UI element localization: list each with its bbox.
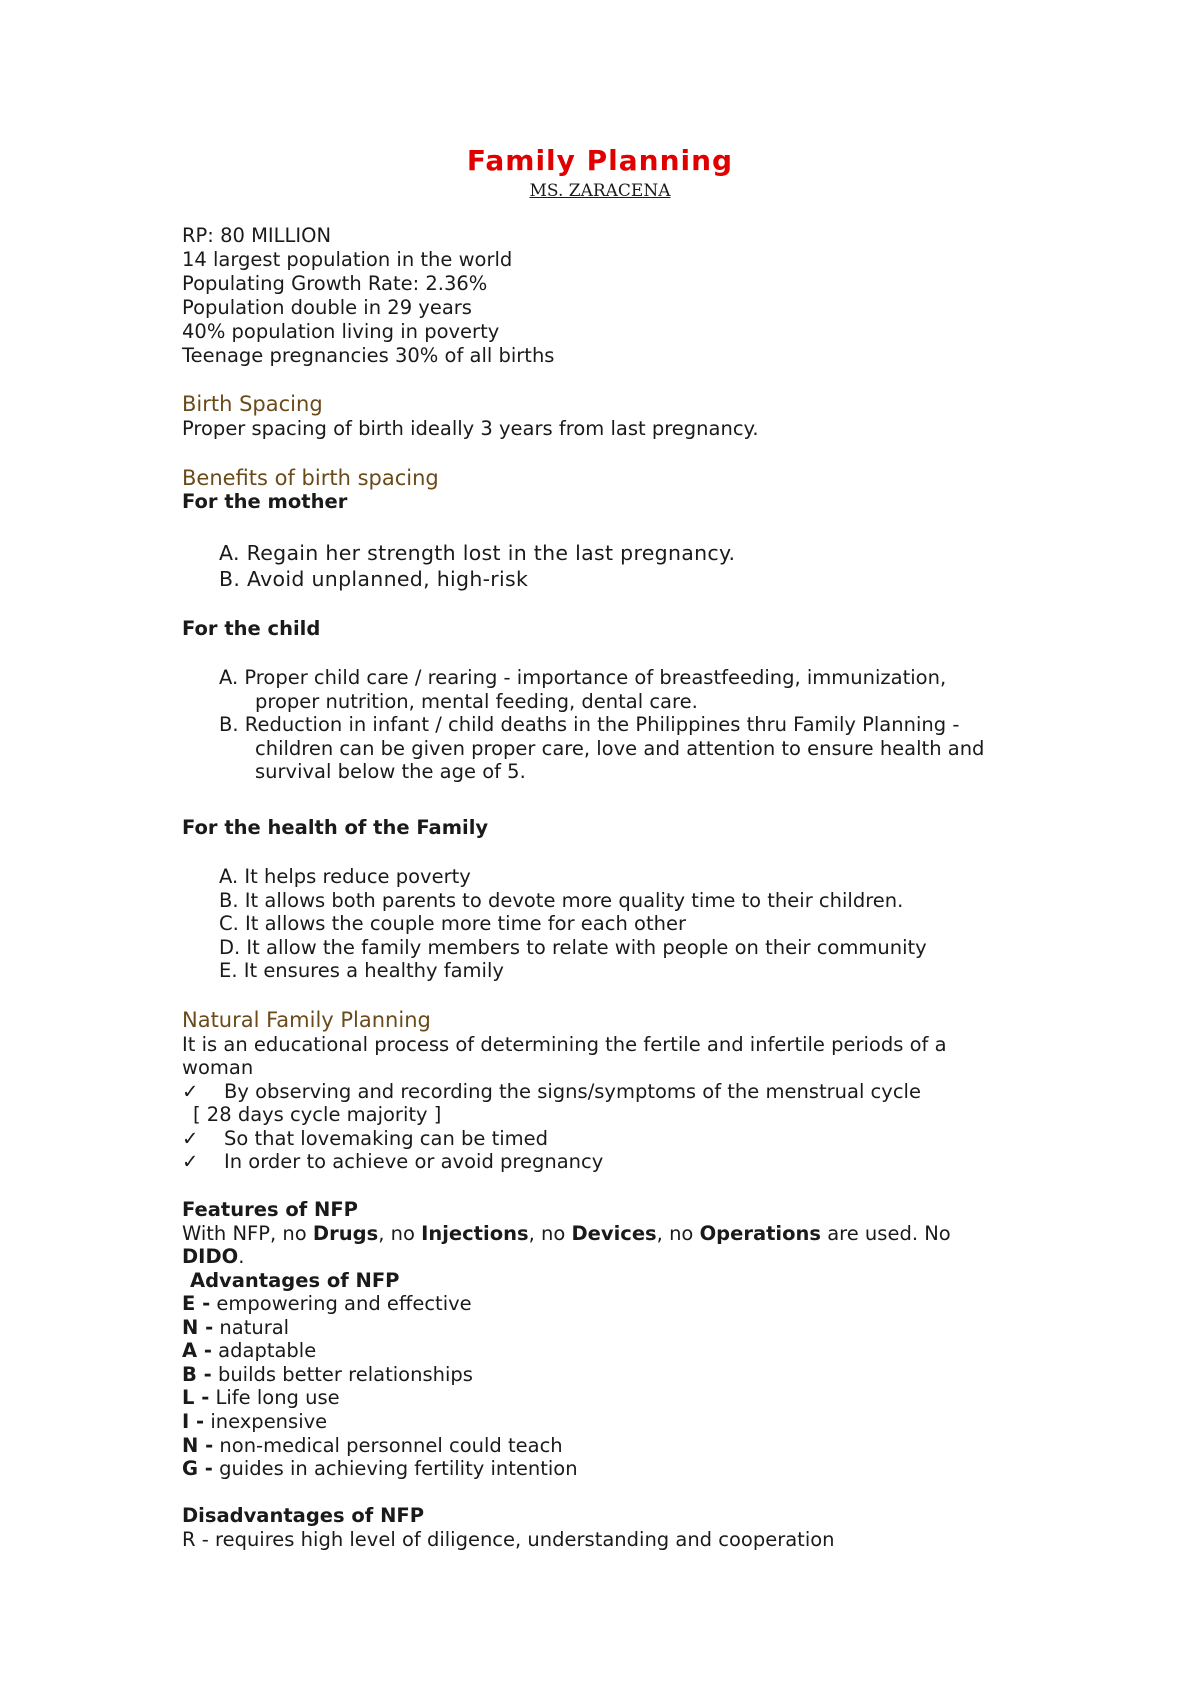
advantage-item: E - empowering and effective (182, 1292, 472, 1315)
stat-line: Teenage pregnancies 30% of all births (182, 344, 555, 367)
advantage-item: G - guides in achieving fertility intention (182, 1457, 578, 1480)
stat-line: Population double in 29 years (182, 296, 472, 319)
for-the-child-heading: For the child (182, 617, 321, 640)
features-text-continued: DIDO. (182, 1245, 245, 1268)
child-item-continued: survival below the age of 5. (255, 760, 526, 783)
nfp-text: It is an educational process of determining the fertile and infertile periods of a (182, 1033, 947, 1056)
author-name: MS. ZARACENA (529, 181, 671, 201)
stat-line: 14 largest population in the world (182, 248, 513, 271)
benefits-heading: Benefits of birth spacing (182, 466, 439, 490)
advantage-item: A - adaptable (182, 1339, 317, 1362)
advantage-item: B - builds better relationships (182, 1363, 473, 1386)
checkmark-icon: ✓ (182, 1127, 199, 1150)
advantage-item: I - inexpensive (182, 1410, 328, 1433)
child-item: B. Reduction in infant / child deaths in the Philippines thru Family Planning - (219, 713, 960, 736)
stat-line: Populating Growth Rate: 2.36% (182, 272, 488, 295)
checkmark-icon: ✓ (182, 1080, 199, 1103)
mother-item: A. Regain her strength lost in the last pregnancy. (219, 541, 736, 565)
stat-line: RP: 80 MILLION (182, 224, 332, 247)
child-item: A. Proper child care / rearing - importance of breastfeeding, immunization, (219, 666, 947, 689)
checklist-item: ✓ So that lovemaking can be timed (182, 1127, 549, 1150)
document-title: Family Planning (466, 144, 734, 177)
nfp-text-continued: woman (182, 1056, 254, 1079)
child-item-continued: proper nutrition, mental feeding, dental care. (255, 690, 698, 713)
advantage-item: N - natural (182, 1316, 290, 1339)
for-the-mother-heading: For the mother (182, 490, 348, 513)
advantages-heading: Advantages of NFP (190, 1269, 400, 1292)
child-item-continued: children can be given proper care, love and attention to ensure health and (255, 737, 985, 760)
checklist-item: ✓ In order to achieve or avoid pregnancy (182, 1150, 604, 1173)
family-item: C. It allows the couple more time for each other (219, 912, 686, 935)
mother-item: B. Avoid unplanned, high-risk (219, 567, 529, 591)
author-line (0, 180, 1200, 202)
birth-spacing-heading: Birth Spacing (182, 392, 323, 416)
checklist-item: ✓ By observing and recording the signs/symptoms of the menstrual cycle (182, 1080, 921, 1103)
cycle-note: [ 28 days cycle majority ] (193, 1103, 442, 1126)
family-item: D. It allow the family members to relate with people on their community (219, 936, 927, 959)
family-item: E. It ensures a healthy family (219, 959, 504, 982)
disadvantages-heading: Disadvantages of NFP (182, 1504, 425, 1527)
birth-spacing-text: Proper spacing of birth ideally 3 years from last pregnancy. (182, 417, 759, 440)
features-heading: Features of NFP (182, 1198, 358, 1221)
advantage-item: N - non-medical personnel could teach (182, 1434, 563, 1457)
for-family-heading: For the health of the Family (182, 816, 489, 839)
nfp-heading: Natural Family Planning (182, 1008, 431, 1032)
disadvantage-item: R - requires high level of diligence, understanding and cooperation (182, 1528, 835, 1551)
checkmark-icon: ✓ (182, 1150, 199, 1173)
family-item: B. It allows both parents to devote more quality time to their children. (219, 889, 904, 912)
features-text: With NFP, no Drugs, no Injections, no Devices, no Operations are used. No (182, 1222, 951, 1245)
stat-line: 40% population living in poverty (182, 320, 500, 343)
family-item: A. It helps reduce poverty (219, 865, 471, 888)
advantage-item: L - Life long use (182, 1386, 340, 1409)
